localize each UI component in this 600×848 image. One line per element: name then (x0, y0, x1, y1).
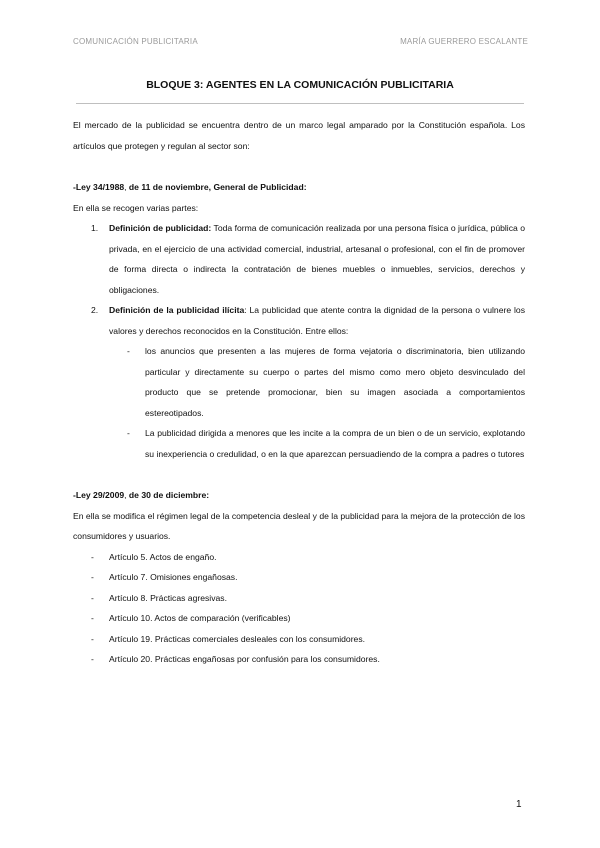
definition-text: : La publicidad que atente contra la dignidad de la persona o vulnere los valores y derechos reconocidos en la Constitución. Entre ellos: (109, 305, 525, 336)
list-item (73, 218, 525, 300)
definition-term: Definición de la publicidad ilícita (109, 305, 245, 315)
document-body (73, 115, 525, 670)
list-item: - Artículo 8. Prácticas agresivas. (73, 588, 525, 609)
list-number: 1. (91, 223, 99, 233)
list-item: - Artículo 19. Prácticas comerciales desleales con los consumidores. (73, 629, 525, 650)
list-item: - Artículo 5. Actos de engaño. (73, 547, 525, 568)
dash-bullet: - (91, 613, 94, 623)
list-item: - los anuncios que presenten a las mujeres de forma vejatoria o discriminatoria, bien utilizando particular y directamente su cuerpo o partes del mismo como mero objeto desvinculado del producto que se pretende promocionar, bien su imagen asociada a comportamientos estereotipados. (109, 341, 525, 423)
law2-article-list (73, 547, 525, 670)
list-item (73, 300, 525, 464)
dash-bullet: - (91, 633, 94, 644)
law1-numbered-list (73, 218, 525, 464)
law2-intro: En ella se modifica el régimen legal de la competencia desleal y de la publicidad para la mejora de la protección de los consumidores y usuarios. (73, 510, 525, 541)
law2-heading: -Ley 29/2009, de 30 de diciembre: (73, 490, 210, 500)
definition-term: Definición de publicidad: (109, 223, 212, 233)
dash-bullet: - (127, 428, 130, 438)
dash-bullet: - (91, 654, 94, 664)
dash-bullet: - (127, 346, 130, 356)
dash-bullet: - (91, 592, 94, 603)
list-item: - Artículo 10. Actos de comparación (verificables) (73, 608, 525, 629)
running-header-left: COMUNICACIÓN PUBLICITARIA (73, 37, 198, 46)
definition-text: Toda forma de comunicación realizada por una persona física o jurídica, pública o privada, en el ejercicio de una actividad comercial, industrial, artesanal o profesional, con el fin de promover de forma directa o indirecta la contratación de bienes muebles o inmuebles, servicios, derechos y obligaciones. (109, 223, 525, 295)
list-number: 2. (91, 305, 99, 315)
list-item: - La publicidad dirigida a menores que les incite a la compra de un bien o de un servicio, explotando su inexperiencia o credulidad, o en la que aparezcan persuadiendo de la compra a padres o tutores (109, 423, 525, 464)
intro-paragraph: El mercado de la publicidad se encuentra dentro de un marco legal amparado por la Constitución española. Los artículos que protegen y regulan al sector son: (73, 120, 525, 151)
dash-bullet: - (91, 551, 94, 562)
law1-heading: -Ley 34/1988, de 11 de noviembre, General de Publicidad: (73, 182, 307, 192)
law1-sublist (109, 341, 525, 464)
list-item: - Artículo 7. Omisiones engañosas. (73, 567, 525, 588)
running-header-right: MARÍA GUERRERO ESCALANTE (400, 37, 528, 46)
dash-bullet: - (91, 572, 94, 582)
page-title: BLOQUE 3: AGENTES EN LA COMUNICACIÓN PUBLICITARIA (146, 79, 454, 91)
list-item: - Artículo 20. Prácticas engañosas por confusión para los consumidores. (73, 649, 525, 670)
law1-intro: En ella se recogen varias partes: (73, 202, 199, 213)
page-number: 1 (516, 799, 522, 810)
title-divider (76, 103, 524, 104)
